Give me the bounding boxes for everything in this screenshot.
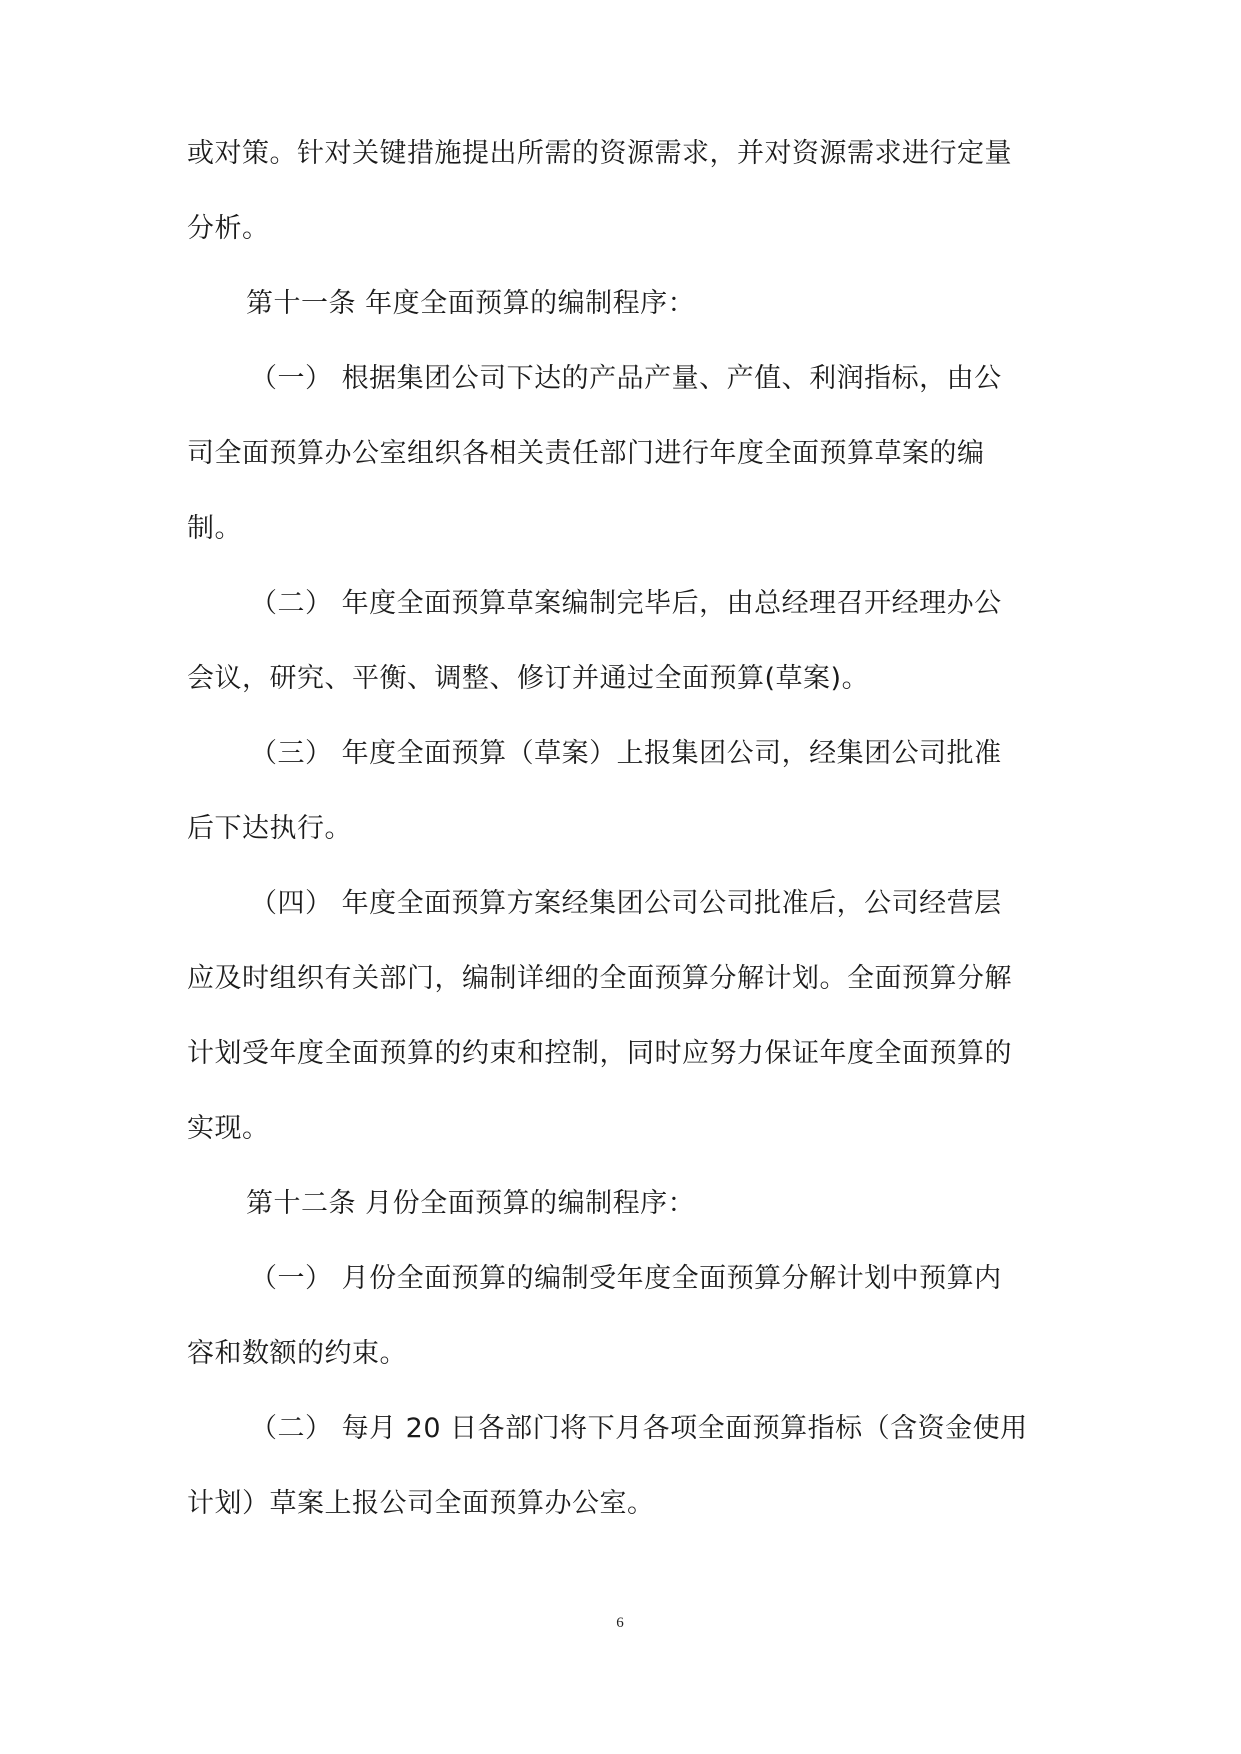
body-text-line: （二） 年度全面预算草案编制完毕后，由总经理召开经理办公	[250, 588, 1002, 619]
body-text-line: 后下达执行。	[187, 813, 352, 844]
article-heading: 第十一条 年度全面预算的编制程序：	[246, 288, 696, 319]
body-text-line: 会议，研究、平衡、调整、修订并通过全面预算(草案)。	[187, 663, 870, 694]
body-text-line: （二） 每月 20 日各部门将下月各项全面预算指标（含资金使用	[250, 1413, 1028, 1444]
body-text-line: 实现。	[187, 1113, 270, 1144]
body-text-line: 容和数额的约束。	[187, 1338, 407, 1369]
body-text-line: 应及时组织有关部门，编制详细的全面预算分解计划。全面预算分解	[187, 963, 1012, 994]
body-text-line: 司全面预算办公室组织各相关责任部门进行年度全面预算草案的编	[187, 438, 985, 469]
body-text-line: 制。	[187, 513, 242, 544]
article-heading: 第十二条 月份全面预算的编制程序：	[246, 1188, 696, 1219]
body-text-line: （三） 年度全面预算（草案）上报集团公司，经集团公司批准	[250, 738, 1002, 769]
body-text-line: 或对策。针对关键措施提出所需的资源需求，并对资源需求进行定量	[187, 138, 1012, 169]
page-number: 6	[616, 1615, 624, 1631]
body-text-line: （一） 根据集团公司下达的产品产量、产值、利润指标，由公	[250, 363, 1002, 394]
body-text-line: 计划受年度全面预算的约束和控制，同时应努力保证年度全面预算的	[187, 1038, 1012, 1069]
body-text-line: （四） 年度全面预算方案经集团公司公司批准后，公司经营层	[250, 888, 1002, 919]
body-text-line: 计划）草案上报公司全面预算办公室。	[187, 1488, 655, 1519]
body-text-line: 分析。	[187, 213, 270, 244]
body-text-line: （一） 月份全面预算的编制受年度全面预算分解计划中预算内	[250, 1263, 1002, 1294]
